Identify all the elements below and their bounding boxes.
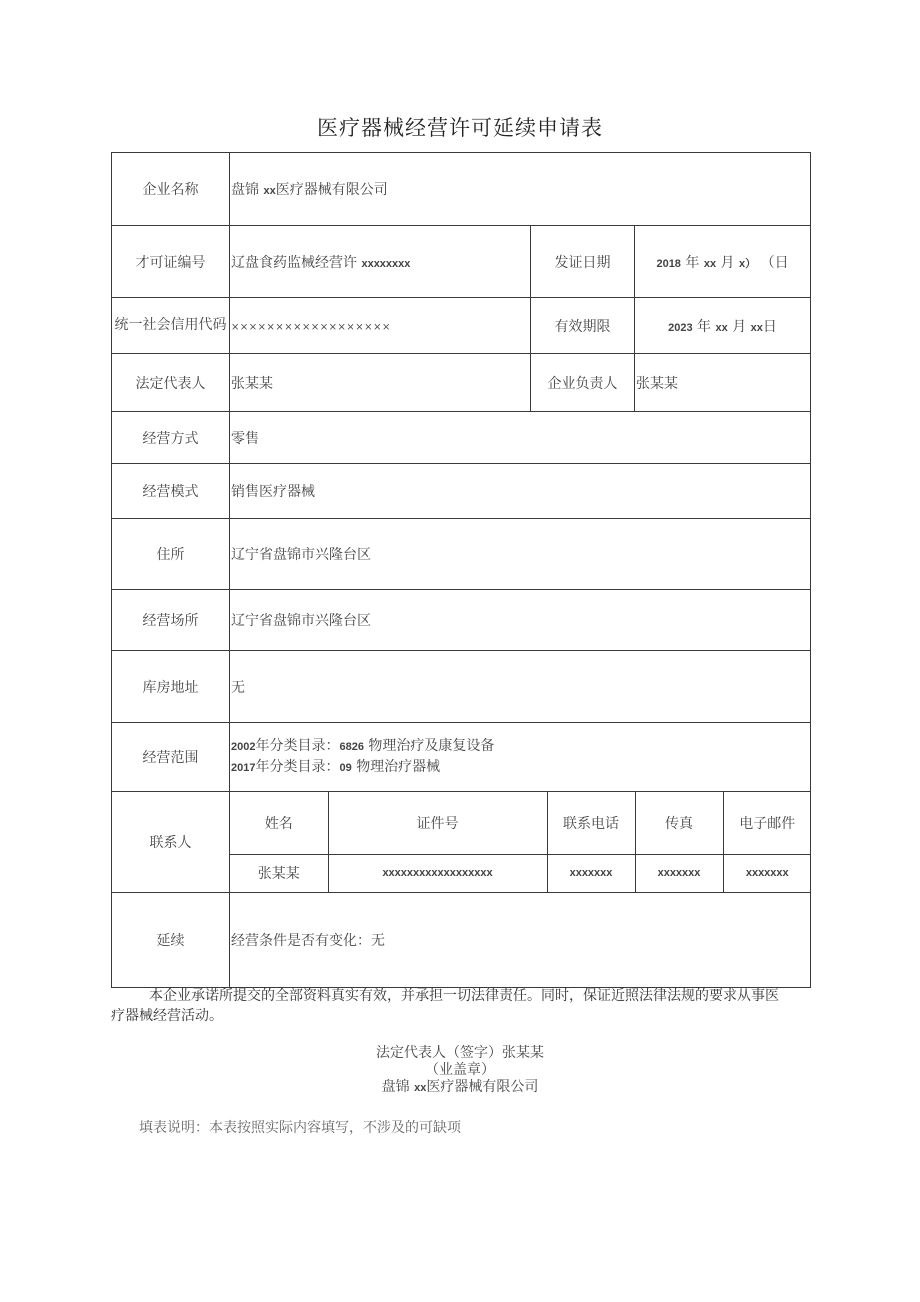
contact-label: 联系人 <box>112 792 230 893</box>
valid-until-value: 2023 年 xx 月 xx日 <box>635 298 811 354</box>
credit-code-value: ×××××××××××××××××× <box>230 298 531 354</box>
fill-note: 填表说明：本表按照实际内容填写，不涉及的可缺项 <box>139 1120 461 1136</box>
contact-header-email: 电子邮件 <box>723 792 811 854</box>
premises-value: 辽宁省盘锦市兴隆台区 <box>230 590 811 651</box>
contact-data-row <box>230 854 811 892</box>
warehouse-value: 无 <box>230 651 811 723</box>
row-premises <box>112 590 811 651</box>
pledge-text: 本企业承诺所提交的全部资料真实有效，并承担一切法律责任。同时，保证近照法律法规的要求从事医疗器械经营活动。 <box>111 988 779 1024</box>
issue-date-value: 2018 年 xx 月 x） （日 <box>635 226 811 298</box>
legal-rep-value: 张某某 <box>230 354 531 412</box>
license-no-value: 辽盘食药监械经营许 xxxxxxxx <box>230 226 531 298</box>
contact-name: 张某某 <box>230 854 328 892</box>
premises-label: 经营场所 <box>112 590 230 651</box>
principal-label: 企业负责人 <box>531 354 635 412</box>
principal-value: 张某某 <box>635 354 811 412</box>
valid-until-label: 有效期限 <box>531 298 635 354</box>
business-model-label: 经营模式 <box>112 464 230 519</box>
contact-phone: xxxxxxx <box>547 854 635 892</box>
signature-line-2: （业盖章） <box>425 1062 495 1078</box>
warehouse-label: 库房地址 <box>112 651 230 723</box>
company-value: 盘锦 xx医疗器械有限公司 <box>230 153 811 226</box>
row-renewal <box>112 893 811 988</box>
credit-code-label: 统一社会信用代码 <box>112 298 230 354</box>
residence-label: 住所 <box>112 519 230 590</box>
issue-date-label: 发证日期 <box>531 226 635 298</box>
row-business-model <box>112 464 811 519</box>
residence-value: 辽宁省盘锦市兴隆台区 <box>230 519 811 590</box>
business-mode-value: 零售 <box>230 412 811 464</box>
contact-header-name: 姓名 <box>230 792 328 854</box>
page-title: 医疗器械经营许可延续申请表 <box>317 116 603 140</box>
row-residence <box>112 519 811 590</box>
contact-table <box>230 792 811 892</box>
renewal-label: 延续 <box>112 893 230 988</box>
company-label: 企业名称 <box>112 153 230 226</box>
row-license <box>112 226 811 298</box>
business-mode-label: 经营方式 <box>112 412 230 464</box>
license-no-label: 才可证编号 <box>112 226 230 298</box>
row-scope <box>112 723 811 792</box>
row-company <box>112 153 811 226</box>
scope-line-1: 2002年分类目录：6826 物理治疗及康复设备 <box>231 738 495 754</box>
row-legal <box>112 354 811 412</box>
contact-fax: xxxxxxx <box>635 854 723 892</box>
contact-header-row <box>230 792 811 854</box>
application-form-table <box>111 152 811 988</box>
legal-rep-label: 法定代表人 <box>112 354 230 412</box>
row-business-mode <box>112 412 811 464</box>
business-model-value: 销售医疗器械 <box>230 464 811 519</box>
scope-line-2: 2017年分类目录：09 物理治疗器械 <box>231 759 441 775</box>
contact-header-fax: 传真 <box>635 792 723 854</box>
contact-cell <box>230 792 811 893</box>
scope-value <box>230 723 811 792</box>
contact-email: xxxxxxx <box>723 854 811 892</box>
scope-label: 经营范围 <box>112 723 230 792</box>
contact-header-id: 证件号 <box>328 792 547 854</box>
renewal-value: 经营条件是否有变化：无 <box>230 893 811 988</box>
contact-id: xxxxxxxxxxxxxxxxxx <box>328 854 547 892</box>
contact-header-phone: 联系电话 <box>547 792 635 854</box>
row-credit <box>112 298 811 354</box>
row-warehouse <box>112 651 811 723</box>
signature-line-3: 盘锦 xx医疗器械有限公司 <box>381 1079 539 1095</box>
signature-line-1: 法定代表人（签字）张某某 <box>376 1045 544 1061</box>
row-contact <box>112 792 811 893</box>
